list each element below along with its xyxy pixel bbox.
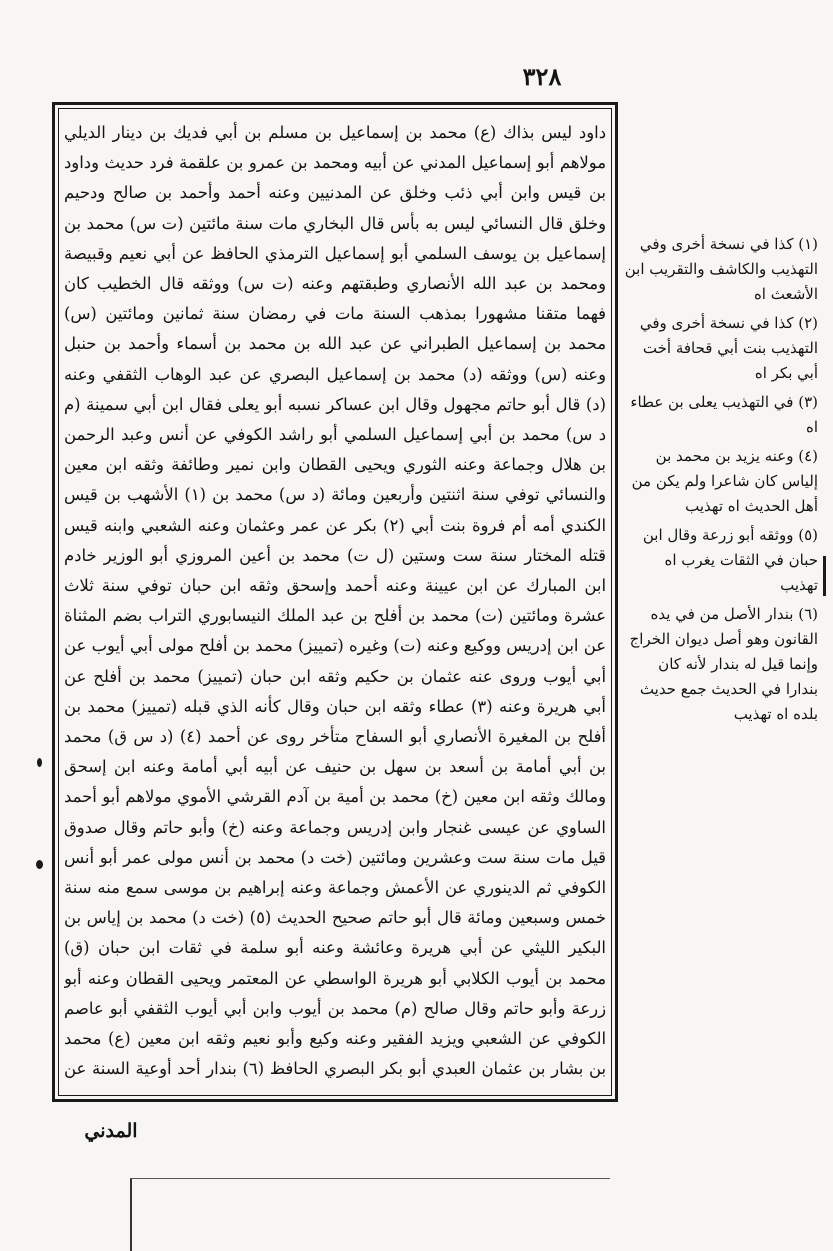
margin-note-3: (٣) في التهذيب يعلى بن عطاء اه xyxy=(630,393,818,436)
margin-binding-mark xyxy=(823,556,826,596)
page-edge-line xyxy=(130,1178,132,1251)
page-number: ٣٢٨ xyxy=(522,62,562,91)
margin-note-5: (٥) ووثقه أبو زرعة وقال ابن حبان في الثقات يغرب اه تهذيب xyxy=(642,526,818,594)
main-text-block xyxy=(64,118,606,1090)
margin-note-6: (٦) بندار الأصل من في يده القانون وهو أصل ديوان الخراج وإنما قيل له بندار لأنه كان بندارا في الحديث جمع حديث بلده اه تهذيب xyxy=(629,605,818,723)
page-edge-line xyxy=(130,1178,610,1179)
margin-note-2: (٢) كذا في نسخة أخرى وفي التهذيب بنت أبي قحافة أخت أبي بكر اه xyxy=(639,314,818,382)
ink-speck-mark xyxy=(36,860,43,869)
margin-notes xyxy=(622,232,818,882)
margin-note-4: (٤) وعنه يزيد بن محمد بن إلياس كان شاعرا ولم يكن من أهل الحديث اه تهذيب xyxy=(631,447,818,515)
main-text-paragraph: داود ليس بذاك (ع) محمد بن إسماعيل بن مسلم بن أبي فديك بن دينار الديلي مولاهم أبو إسماعيل المدني عن أبيه ومحمد بن عمرو بن علقمة فرد حديث وداود بن قيس وابن أبي ذئب وخلق عن المدنيين وعنه أحمد وأحمد بن صالح ودحيم وخلق قال النسائي ليس به بأس قال البخاري مات سنة مائتين (ت س) محمد بن إسماعيل بن يوسف السلمي أبو إسماعيل الترمذي الحافظ عن أبي نعيم وقبيصة ومحمد بن عبد الله الأنصاري وطبقتهم وعنه (ت س) ووثقه قال الخطيب كان فهما متقنا مشهورا بمذهب السنة مات في رمضان سنة ثمانين ومائتين (س) محمد بن إسماعيل الطبراني عن عبد الله بن محمد بن أسماء وأحمد بن حنبل وعنه (س) ووثقه (د) محمد بن إسماعيل البصري عن عبد الوهاب الثقفي وعنه (د) قال أبو حاتم مجهول وقال ابن عساكر نسبه أبو يعلى فقال ابن أبي سمينة (م د س) محمد بن أبي إسماعيل السلمي أبو راشد الكوفي عن أنس وعبد الرحمن بن هلال وجماعة وعنه الثوري ويحيى القطان وابن نمير وطائفة وثقه ابن معين والنسائي توفي سنة اثنتين وأربعين ومائة (د س) محمد بن (١) الأشهب بن قيس الكندي أمه أم فروة بنت أبي (٢) بكر عن عمر وعثمان وعنه الشعبي وابنه قيس قتله المختار سنة ست وستين (ل ت) محمد بن أعين المروزي أبو الوزير خادم ابن المبارك عن ابن عيينة وعنه أحمد وإسحق وثقه ابن حبان توفي سنة ثلاث عشرة ومائتين (ت) محمد بن أفلح بن عبد الملك النيسابوري التراب بضم المثناة عن ابن إدريس ووكيع وعنه (ت) وغيره (تمييز) محمد بن أفلح مولى أبي أيوب عن أبي أيوب وروى عنه عثمان بن حكيم وثقه ابن حبان (تمييز) محمد بن أفلح عن أبي هريرة وعنه (٣) عطاء وثقه ابن حبان وقال كأنه الذي قبله (تمييز) محمد بن أفلح بن المغيرة الأنصاري أبو السفاح متأخر روى عن أحمد (٤) (د س ق) محمد بن أبي أمامة بن أسعد بن سهل بن حنيف عن أبيه أبي أمامة وعنه ابن إسحق ومالك وثقه ابن معين (خ) محمد بن أمية بن آدم القرشي الأموي مولاهم أبو أحمد الساوي عن عيسى غنجار وابن إدريس وجماعة وعنه (خ) وأبو حاتم وقال صدوق قيل مات سنة ست وعشرين ومائتين (خت د) محمد بن أنس مولى عمر أبو أنس الكوفي ثم الدينوري عن الأعمش وجماعة وعنه إبراهيم بن موسى سمع منه سنة خمس وسبعين ومائة قال أبو حاتم صحيح الحديث (٥) (خت د) محمد بن إياس بن البكير الليثي عن أبي هريرة وعائشة وعنه أبو سلمة في ثقات ابن حبان (ق) محمد بن أيوب الكلابي أبو هريرة الواسطي عن المعتمر ويحيى القطان وعنه أبو زرعة وأبو حاتم وقال صالح (م) محمد بن أيوب وابن أبي أيوب الثقفي أبو عاصم الكوفي عن الشعبي ويزيد الفقير وعنه وكيع وأبو نعيم وثقه ابن معين (ع) محمد بن بشار بن عثمان العبدي أبو بكر البصري الحافظ (٦) بندار أحد أوعية السنة عن xyxy=(64,123,606,1079)
margin-note-1: (١) كذا في نسخة أخرى وفي التهذيب والكاشف والتقريب ابن الأشعث اه xyxy=(624,235,818,303)
catchword: المدني xyxy=(84,1120,138,1142)
ink-speck-mark xyxy=(37,758,42,767)
